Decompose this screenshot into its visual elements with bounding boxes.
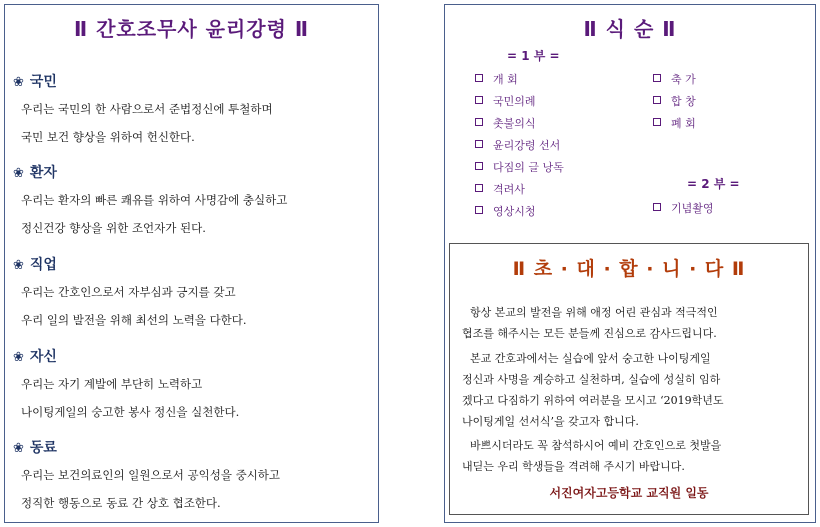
part2-heading: = 2 부 = [687,177,740,191]
program-item-label: 기념촬영 [671,202,714,215]
invitation-line: 정신과 사명을 계승하고 실천하며, 실습에 성실히 임하 [462,373,721,386]
section-heading-text: 국민 [29,74,57,90]
section-line: 우리는 보건의료인의 일원으로서 공익성을 중시하고 [21,468,281,482]
invitation-line: 본교 간호과에서는 실습에 앞서 숭고한 나이팅게일 [470,352,711,365]
invitation-line: 겠다고 다짐하기 위하여 여러분을 모시고 ‘2019학년도 [462,394,724,407]
program-item-label: 격려사 [493,183,525,196]
program-item [475,93,536,109]
ethics-code-panel [4,4,379,523]
part1-heading: = 1 부 = [507,49,560,63]
program-item-label: 영상시청 [493,205,536,218]
program-item [475,203,536,219]
program-title: Ⅱ 식 순 Ⅱ [583,17,677,41]
section-line: 우리는 간호인으로서 자부심과 긍지를 갖고 [21,285,236,299]
program-item [475,181,525,197]
program-item [653,200,714,216]
section-heading [13,162,57,182]
program-item-label: 합 창 [671,95,696,108]
invitation-title: Ⅱ 초 · 대 · 합 · 니 · 다 Ⅱ [512,258,746,280]
program-panel [444,4,816,523]
ethics-code-title: Ⅱ 간호조무사 윤리강령 Ⅱ [73,17,310,41]
invitation-line: 내딛는 우리 학생들을 격려해 주시기 바랍니다. [462,460,685,473]
square-bullet-icon [475,118,483,126]
invitation-line: 항상 본교의 발전을 위해 애정 어린 관심과 적극적인 [470,306,718,319]
flower-bullet-icon: ❀ [13,441,24,456]
invitation-line: 바쁘시더라도 꼭 참석하시어 예비 간호인으로 첫발을 [470,439,722,452]
square-bullet-icon [475,74,483,82]
section-line: 우리는 자기 계발에 부단히 노력하고 [21,377,203,391]
section-heading [13,254,57,274]
program-item [653,71,696,87]
section-heading-text: 동료 [29,440,57,456]
program-item [653,115,696,131]
flower-bullet-icon: ❀ [13,350,24,365]
invitation-line: 협조를 해주시는 모든 분들께 진심으로 감사드립니다. [462,327,717,340]
section-heading-text: 자신 [29,349,57,365]
section-line: 나이팅게일의 숭고한 봉사 정신을 실천한다. [21,405,240,419]
section-heading [13,346,57,366]
program-item [475,159,564,175]
flower-bullet-icon: ❀ [13,166,24,181]
program-item-label: 폐 회 [671,117,696,130]
section-line: 우리 일의 발전을 위해 최선의 노력을 다한다. [21,313,247,327]
program-item-label: 개 회 [493,73,518,86]
program-item-label: 축 가 [671,73,696,86]
program-item [475,137,560,153]
program-item [475,71,518,87]
program-item [653,93,696,109]
square-bullet-icon [475,206,483,214]
square-bullet-icon [653,203,661,211]
section-heading [13,71,57,91]
program-item-label: 촛불의식 [493,117,536,130]
square-bullet-icon [653,118,661,126]
square-bullet-icon [653,96,661,104]
program-item-label: 국민의례 [493,95,536,108]
square-bullet-icon [475,96,483,104]
square-bullet-icon [475,184,483,192]
square-bullet-icon [475,140,483,148]
section-line: 정직한 행동으로 동료 간 상호 협조한다. [21,496,221,510]
section-line: 우리는 환자의 빠른 쾌유를 위하여 사명감에 충실하고 [21,193,288,207]
section-line: 정신건강 향상을 위한 조언자가 된다. [21,221,206,235]
invitation-line: 나이팅게일 선서식’을 갖고자 합니다. [462,415,639,428]
section-heading-text: 직업 [29,257,57,273]
section-heading [13,437,57,457]
invitation-signature: 서진여자고등학교 교직원 일동 [549,486,709,500]
section-heading-text: 환자 [29,165,57,181]
square-bullet-icon [475,162,483,170]
program-item-label: 다짐의 글 낭독 [493,161,564,174]
program-item [475,115,536,131]
program-item-label: 윤리강령 선서 [493,139,561,152]
flower-bullet-icon: ❀ [13,75,24,90]
flower-bullet-icon: ❀ [13,258,24,273]
section-line: 우리는 국민의 한 사람으로서 준법정신에 투철하며 [21,102,273,116]
square-bullet-icon [653,74,661,82]
invitation-box [449,243,809,515]
section-line: 국민 보건 향상을 위하여 헌신한다. [21,130,195,144]
